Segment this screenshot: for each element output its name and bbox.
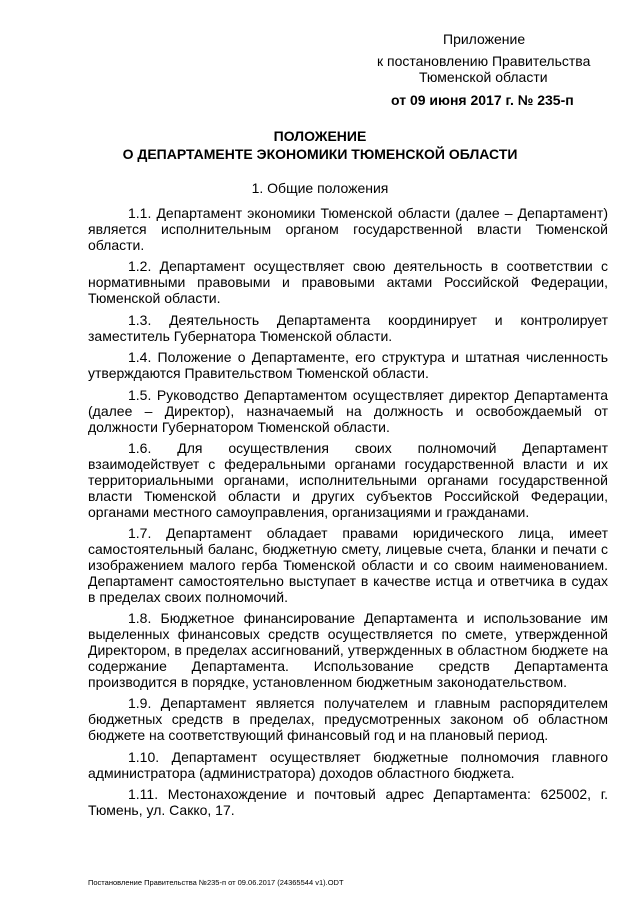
paragraph-1-5: 1.5. Руководство Департаментом осуществляет директор Департамента (далее – Директор), назначаемый на должность и освобождаемый от должности Губернатором Тюменской области. — [88, 386, 608, 435]
document-body — [88, 206, 608, 825]
paragraph-1-6: 1.6. Для осуществления своих полномочий Департамент взаимодействует с федеральными органами государственной власти и их территориальными органами, исполнительными органами государственной власти Тюменской области и других субъектов Российской Федерации, органами местного самоуправления, организациями и гражданами. — [88, 440, 608, 520]
document-footer: Постановление Правительства №235-п от 09.06.2017 (24365544 v1).ODT — [88, 878, 344, 887]
paragraph-1-1: 1.1. Департамент экономики Тюменской области (далее – Департамент) является исполнительным органом государственной власти Тюменской области. — [88, 205, 608, 253]
header-resolution-ref: к постановлению Правительства — [377, 53, 591, 69]
paragraph-1-7: 1.7. Департамент обладает правами юридического лица, имеет самостоятельный баланс, бюджетную смету, лицевые счета, бланки и печати с изображением малого герба Тюменской области и со своим наименованием. Департамент самостоятельно выступает в качестве истца и ответчика в судах в пределах своих полномочий. — [88, 525, 608, 605]
paragraph-1-8: 1.8. Бюджетное финансирование Департамента и использование им выделенных финансовых средств осуществляется по смете, утвержденной Директором, в пределах ассигнований, утвержденных в областном бюджете на содержание Департамента. Использование средств Департамента производится в порядке, установленном бюджетным законодательством. — [88, 610, 608, 690]
header-date-number: от 09 июня 2017 г. № 235-п — [391, 92, 574, 108]
paragraph-1-9: 1.9. Департамент является получателем и главным распорядителем бюджетных средств в пределах, предусмотренных законом об областном бюджете на соответствующий финансовый год и на плановый период. — [88, 695, 608, 743]
paragraph-1-4: 1.4. Положение о Департаменте, его структура и штатная численность утверждаются Правительством Тюменской области. — [88, 349, 608, 382]
paragraph-1-11: 1.11. Местонахождение и почтовый адрес Департамента: 625002, г. Тюмень, ул. Сакко, 17. — [88, 786, 608, 819]
paragraph-1-10: 1.10. Департамент осуществляет бюджетные полномочия главного администратора (администратора) доходов областного бюджета. — [88, 748, 608, 781]
paragraph-1-3: 1.3. Деятельность Департамента координирует и контролирует заместитель Губернатора Тюменской области. — [88, 311, 608, 344]
header-region: Тюменской области — [419, 69, 548, 85]
header-appendix-label: Приложение — [443, 31, 526, 47]
document-subtitle: О ДЕПАРТАМЕНТЕ ЭКОНОМИКИ ТЮМЕНСКОЙ ОБЛАСТИ — [122, 146, 518, 162]
paragraph-1-2: 1.2. Департамент осуществляет свою деятельность в соответствии с нормативными правовыми и правовыми актами Российской Федерации, Тюменской области. — [88, 258, 608, 306]
document-title: ПОЛОЖЕНИЕ — [273, 128, 367, 144]
section-heading: 1. Общие положения — [251, 180, 389, 196]
